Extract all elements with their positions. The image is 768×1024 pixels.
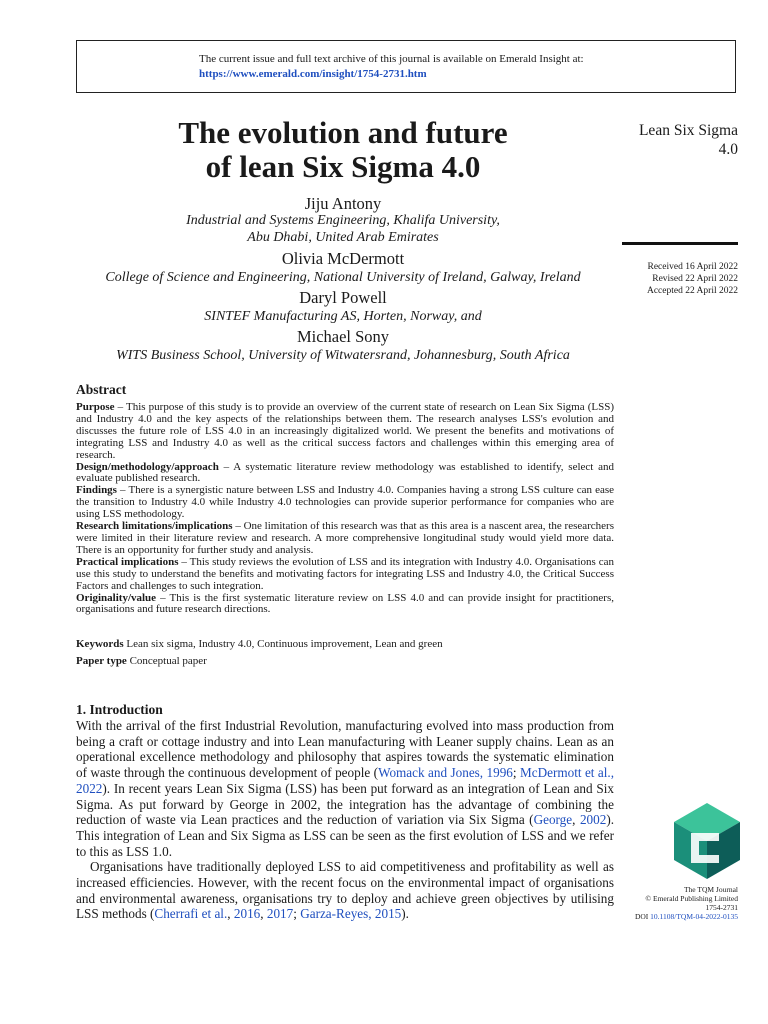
- body-text: ). This integration of Lean and Six Sigma as LSS can be seen as the first evolution of LSS and we refer to this as LSS 1.0.: [76, 812, 615, 859]
- body-text: ,: [227, 906, 234, 922]
- header-rule: [622, 242, 738, 245]
- citation-link[interactable]: George: [533, 812, 573, 828]
- body-text: With the arrival of the first Industrial Revolution, manufacturing evolved into mass production from being a craft or cottage industry and into Lean manufacturing with Leaner supply chains. Lean as an operational excellence methodology and philosophy that aspires towards the systematic elimination of waste through the continuous development of people (: [76, 718, 614, 781]
- journal-logo-icon: [674, 803, 740, 879]
- body-text: ). In recent years Lean Six Sigma (LSS) has been put forward as an integration of Lean and Six Sigma. As put forward by George in 2002, the integration has the advantage of combining the reduction of waste via Lean practices and the reduction of variation via Six Sigma (: [76, 780, 614, 828]
- paper-type-text: Conceptual paper: [126, 655, 207, 667]
- author-name: Michael Sony: [296, 327, 390, 346]
- intro-paragraph: [76, 859, 614, 922]
- abstract-body: [76, 402, 614, 616]
- paper-type-label: Paper type: [76, 655, 127, 667]
- purpose-label: Purpose: [76, 401, 115, 413]
- abstract-limitations: [76, 521, 614, 557]
- findings-label: Findings: [76, 484, 117, 497]
- journal-name: The TQM Journal: [683, 885, 738, 894]
- journal-notice-text: The current issue and full text archive of this journal is available on Emerald Insight at:: [199, 53, 584, 65]
- doi-link[interactable]: 10.1108/TQM-04-2022-0135: [650, 912, 738, 921]
- abstract-design: [76, 462, 614, 486]
- body-text: ;: [512, 765, 520, 781]
- design-text: – A systematic literature review methodology was established to identify, select and evaluate published research.: [76, 460, 614, 485]
- abstract-purpose: [76, 402, 614, 462]
- intro-body: [76, 718, 614, 922]
- body-text: ,: [572, 812, 580, 828]
- keywords-text: Lean six sigma, Industry 4.0, Continuous improvement, Lean and green: [123, 638, 443, 650]
- publisher: © Emerald Publishing Limited: [645, 894, 738, 903]
- abstract-findings: [76, 485, 614, 521]
- body-text: ).: [401, 906, 409, 922]
- design-label: Design/methodology/approach: [76, 460, 219, 473]
- citation-link[interactable]: Womack and Jones, 1996: [378, 765, 513, 781]
- author-affiliation: WITS Business School, University of Witwatersrand, Johannesburg, South Africa: [116, 348, 570, 363]
- limitations-text: – One limitation of this research was that as this area is a nascent area, the researchers were limited in their literature review and research. A more comprehensive longitudinal study would yield more data. There is an opportunity for further study and analysis.: [76, 520, 614, 556]
- findings-text: – There is a synergistic nature between LSS and Industry 4.0. Companies having a strong LSS culture can ease the transition to Industry 4.0 while Industry 4.0 technologies can provide superior performance for companies who are using LSS methodology.: [76, 484, 614, 521]
- originality-text: – This is the first systematic literature review on LSS 4.0 and can provide insight for practitioners, organisations and future research directions.: [76, 591, 614, 616]
- citation-link[interactable]: Garza-Reyes, 2015: [300, 906, 402, 922]
- abstract-practical: [76, 557, 614, 593]
- originality-label: Originality/value: [76, 591, 157, 604]
- journal-notice-box: [76, 40, 736, 93]
- citation-link[interactable]: 2016: [233, 906, 261, 922]
- issn: 1754-2731: [705, 903, 738, 912]
- citation-link[interactable]: 2002: [579, 812, 607, 828]
- practical-label: Practical implications: [76, 555, 179, 568]
- running-head-line2: 4.0: [718, 141, 738, 158]
- journal-info: [600, 885, 738, 921]
- affiliation-line: Abu Dhabi, United Arab Emirates: [247, 230, 439, 245]
- author-name: Olivia McDermott: [281, 249, 405, 268]
- revised-date: Revised 22 April 2022: [652, 274, 738, 284]
- received-date: Received 16 April 2022: [647, 262, 738, 272]
- author-affiliation: SINTEF Manufacturing AS, Horten, Norway, and: [204, 309, 482, 324]
- accepted-date: Accepted 22 April 2022: [646, 286, 738, 296]
- author-name: Jiju Antony: [304, 194, 382, 213]
- keywords-label: Keywords: [76, 638, 124, 650]
- paper-type: [76, 655, 614, 667]
- purpose-text: – This purpose of this study is to provide an overview of the current state of research on Lean Six Sigma (LSS) and Industry 4.0 and the key aspects of the relationships between them. The research analyses LSS's evolution and discusses the future role of LSS 4.0 in an increasingly digitalized world. We present the benefits and motivations of integrating LSS and Industry 4.0 as well as the critical success factors and challenges within this emerging area of research.: [76, 401, 614, 461]
- abstract-originality: [76, 593, 614, 617]
- title-line1: The evolution and future: [178, 115, 508, 150]
- author-affiliation: College of Science and Engineering, National University of Ireland, Galway, Ireland: [105, 270, 581, 285]
- body-text: ,: [260, 906, 267, 922]
- limitations-label: Research limitations/implications: [76, 520, 233, 533]
- body-text: ;: [293, 906, 301, 922]
- running-head-line1: Lean Six Sigma: [638, 122, 738, 139]
- intro-paragraph: [76, 718, 614, 859]
- citation-link[interactable]: 2017: [266, 906, 294, 922]
- doi-label: DOI: [634, 912, 651, 921]
- abstract-heading: Abstract: [76, 382, 127, 397]
- keywords: [76, 638, 614, 650]
- author-affiliation: [60, 212, 626, 246]
- title-line2: of lean Six Sigma 4.0: [205, 149, 481, 184]
- practical-text: – This study reviews the evolution of LSS and its integration with Industry 4.0. Organisations can use this study to understand the benefits and motivating factors for integrating LSS and Industry 4.0, the Critical Success Factors and challenges to such integration.: [76, 555, 615, 592]
- citation-link[interactable]: Cherrafi et al.: [154, 906, 228, 922]
- author-name: Daryl Powell: [299, 288, 387, 307]
- doi-line: [600, 912, 738, 921]
- affiliation-line: Industrial and Systems Engineering, Khalifa University,: [186, 213, 500, 228]
- journal-archive-link[interactable]: https://www.emerald.com/insight/1754-2731.htm: [199, 68, 427, 80]
- body-text: Organisations have traditionally deployed LSS to aid competitiveness and profitability as well as increased efficiencies. However, with the recent focus on the environmental impact of organisations and environmental awareness, organisations try to deploy and achieve green objectives by utilising LSS methods (: [76, 859, 614, 922]
- citation-link[interactable]: McDermott et al., 2022: [76, 765, 615, 796]
- section-heading: 1. Introduction: [76, 702, 163, 717]
- article-title: [60, 116, 626, 184]
